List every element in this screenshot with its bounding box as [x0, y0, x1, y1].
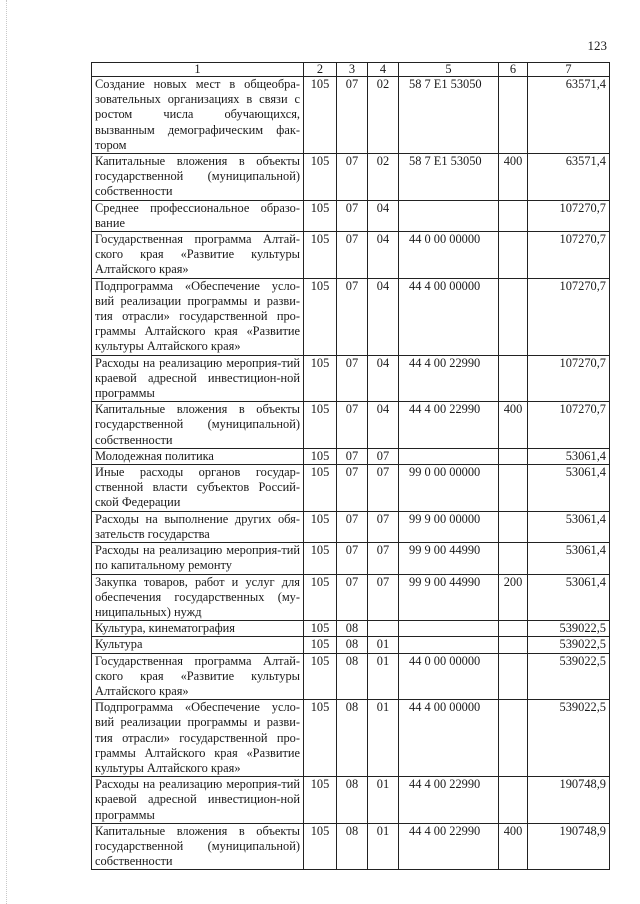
table-row: [92, 465, 610, 512]
row-admin-code: 105: [304, 448, 337, 464]
column-header-5: 5: [399, 63, 499, 77]
row-target-article: 44 4 00 22990: [399, 402, 499, 449]
column-header-3: 3: [337, 63, 368, 77]
table-row: [92, 200, 610, 231]
row-subsection: 04: [368, 232, 399, 279]
row-subsection: 04: [368, 355, 399, 402]
row-amount: 53061,4: [528, 543, 610, 574]
row-section: 08: [337, 637, 368, 653]
column-header-2: 2: [304, 63, 337, 77]
row-name: Подпрограмма «Обеспечение усло-вий реализации программы и разви-тия отрасли» государственной про-граммы Алтайского края «Развитие культуры Алтайского края»: [92, 278, 304, 355]
row-expense-type: [499, 465, 528, 512]
table-row: [92, 278, 610, 355]
row-name: Государственная программа Алтай-ского края «Развитие культуры Алтайского края»: [92, 653, 304, 700]
row-expense-type: [499, 543, 528, 574]
row-amount: 539022,5: [528, 653, 610, 700]
row-target-article: 44 4 00 22990: [399, 823, 499, 870]
row-section: 07: [337, 232, 368, 279]
row-admin-code: 105: [304, 200, 337, 231]
row-amount: 107270,7: [528, 200, 610, 231]
row-section: 07: [337, 465, 368, 512]
row-subsection: 02: [368, 77, 399, 154]
row-section: 08: [337, 777, 368, 824]
row-amount: 190748,9: [528, 823, 610, 870]
row-target-article: [399, 621, 499, 637]
row-subsection: 07: [368, 511, 399, 542]
row-amount: 107270,7: [528, 402, 610, 449]
table-body: [92, 77, 610, 870]
row-subsection: 07: [368, 465, 399, 512]
row-amount: 539022,5: [528, 637, 610, 653]
row-name: Капитальные вложения в объекты государственной (муниципальной) собственности: [92, 823, 304, 870]
scan-edge: [6, 0, 8, 904]
row-expense-type: [499, 448, 528, 464]
table-row: [92, 823, 610, 870]
row-name: Подпрограмма «Обеспечение усло-вий реализации программы и разви-тия отрасли» государственной про-граммы Алтайского края «Развитие культуры Алтайского края»: [92, 700, 304, 777]
row-amount: 107270,7: [528, 278, 610, 355]
table-row: [92, 448, 610, 464]
row-section: 07: [337, 448, 368, 464]
row-section: 08: [337, 621, 368, 637]
row-target-article: 44 0 00 00000: [399, 232, 499, 279]
row-section: 07: [337, 278, 368, 355]
column-header-1: 1: [92, 63, 304, 77]
row-expense-type: [499, 777, 528, 824]
row-name: Расходы на выполнение других обя-зательств государства: [92, 511, 304, 542]
row-expense-type: 400: [499, 823, 528, 870]
budget-table: [91, 62, 610, 870]
row-target-article: 44 4 00 22990: [399, 355, 499, 402]
table-row: [92, 700, 610, 777]
row-amount: 53061,4: [528, 511, 610, 542]
table-row: [92, 543, 610, 574]
row-expense-type: [499, 653, 528, 700]
row-admin-code: 105: [304, 621, 337, 637]
row-expense-type: [499, 77, 528, 154]
row-expense-type: [499, 621, 528, 637]
table-row: [92, 154, 610, 201]
row-amount: 63571,4: [528, 77, 610, 154]
row-name: Расходы на реализацию мероприя-тий краевой адресной инвестицион-ной программы: [92, 355, 304, 402]
row-subsection: 04: [368, 200, 399, 231]
row-name: Государственная программа Алтай-ского края «Развитие культуры Алтайского края»: [92, 232, 304, 279]
row-name: Капитальные вложения в объекты государственной (муниципальной) собственности: [92, 154, 304, 201]
row-name: Капитальные вложения в объекты государственной (муниципальной) собственности: [92, 402, 304, 449]
row-expense-type: [499, 700, 528, 777]
column-header-4: 4: [368, 63, 399, 77]
row-expense-type: 400: [499, 402, 528, 449]
row-target-article: 99 9 00 00000: [399, 511, 499, 542]
row-section: 07: [337, 402, 368, 449]
row-expense-type: [499, 355, 528, 402]
row-admin-code: 105: [304, 402, 337, 449]
page-number: 123: [587, 38, 607, 53]
row-admin-code: 105: [304, 823, 337, 870]
row-name: Иные расходы органов государ-ственной власти субъектов Россий-ской Федерации: [92, 465, 304, 512]
row-expense-type: [499, 232, 528, 279]
row-amount: 107270,7: [528, 232, 610, 279]
row-target-article: 44 4 00 22990: [399, 777, 499, 824]
row-name: Культура: [92, 637, 304, 653]
row-subsection: 01: [368, 700, 399, 777]
row-amount: 107270,7: [528, 355, 610, 402]
row-target-article: 44 4 00 00000: [399, 700, 499, 777]
row-section: 08: [337, 700, 368, 777]
row-subsection: 01: [368, 637, 399, 653]
row-admin-code: 105: [304, 355, 337, 402]
row-section: 07: [337, 355, 368, 402]
row-name: Молодежная политика: [92, 448, 304, 464]
row-expense-type: [499, 511, 528, 542]
row-amount: 63571,4: [528, 154, 610, 201]
table-row: [92, 355, 610, 402]
row-target-article: 99 0 00 00000: [399, 465, 499, 512]
row-admin-code: 105: [304, 77, 337, 154]
row-expense-type: [499, 637, 528, 653]
header-row: [92, 63, 610, 77]
row-target-article: [399, 637, 499, 653]
row-amount: 539022,5: [528, 700, 610, 777]
row-subsection: 04: [368, 402, 399, 449]
row-expense-type: 200: [499, 574, 528, 621]
table-row: [92, 232, 610, 279]
row-subsection: 01: [368, 823, 399, 870]
row-admin-code: 105: [304, 777, 337, 824]
row-admin-code: 105: [304, 511, 337, 542]
row-subsection: 02: [368, 154, 399, 201]
row-target-article: [399, 200, 499, 231]
row-amount: 539022,5: [528, 621, 610, 637]
row-subsection: 07: [368, 543, 399, 574]
row-target-article: [399, 448, 499, 464]
row-subsection: 07: [368, 574, 399, 621]
table-row: [92, 511, 610, 542]
row-admin-code: 105: [304, 574, 337, 621]
row-section: 07: [337, 574, 368, 621]
row-amount: 53061,4: [528, 574, 610, 621]
row-amount: 53061,4: [528, 465, 610, 512]
table-row: [92, 621, 610, 637]
table-row: [92, 77, 610, 154]
row-name: Культура, кинематография: [92, 621, 304, 637]
table-row: [92, 637, 610, 653]
row-admin-code: 105: [304, 465, 337, 512]
row-target-article: 44 0 00 00000: [399, 653, 499, 700]
column-header-7: 7: [528, 63, 610, 77]
row-subsection: 04: [368, 278, 399, 355]
row-amount: 190748,9: [528, 777, 610, 824]
row-subsection: 07: [368, 448, 399, 464]
row-section: 07: [337, 154, 368, 201]
row-admin-code: 105: [304, 653, 337, 700]
row-section: 07: [337, 543, 368, 574]
row-admin-code: 105: [304, 637, 337, 653]
row-name: Расходы на реализацию мероприя-тий по капитальному ремонту: [92, 543, 304, 574]
row-expense-type: 400: [499, 154, 528, 201]
row-name: Среднее профессиональное образо-вание: [92, 200, 304, 231]
row-target-article: 58 7 E1 53050: [399, 77, 499, 154]
table-row: [92, 402, 610, 449]
row-admin-code: 105: [304, 543, 337, 574]
row-target-article: 44 4 00 00000: [399, 278, 499, 355]
row-expense-type: [499, 200, 528, 231]
row-subsection: 01: [368, 777, 399, 824]
row-section: 08: [337, 653, 368, 700]
row-section: 07: [337, 511, 368, 542]
row-admin-code: 105: [304, 154, 337, 201]
row-expense-type: [499, 278, 528, 355]
row-subsection: 01: [368, 653, 399, 700]
column-header-6: 6: [499, 63, 528, 77]
row-section: 07: [337, 77, 368, 154]
row-admin-code: 105: [304, 278, 337, 355]
table-row: [92, 574, 610, 621]
row-name: Расходы на реализацию мероприя-тий краевой адресной инвестицион-ной программы: [92, 777, 304, 824]
table-row: [92, 777, 610, 824]
row-target-article: 58 7 E1 53050: [399, 154, 499, 201]
row-subsection: [368, 621, 399, 637]
row-section: 08: [337, 823, 368, 870]
row-admin-code: 105: [304, 700, 337, 777]
row-name: Создание новых мест в общеобра-зовательных организациях в связи с ростом числа обучающихся, вызванным демографическим фак-тором: [92, 77, 304, 154]
row-section: 07: [337, 200, 368, 231]
row-target-article: 99 9 00 44990: [399, 543, 499, 574]
row-amount: 53061,4: [528, 448, 610, 464]
table-row: [92, 653, 610, 700]
row-admin-code: 105: [304, 232, 337, 279]
row-name: Закупка товаров, работ и услуг для обеспечения государственных (му-ниципальных) нужд: [92, 574, 304, 621]
row-target-article: 99 9 00 44990: [399, 574, 499, 621]
